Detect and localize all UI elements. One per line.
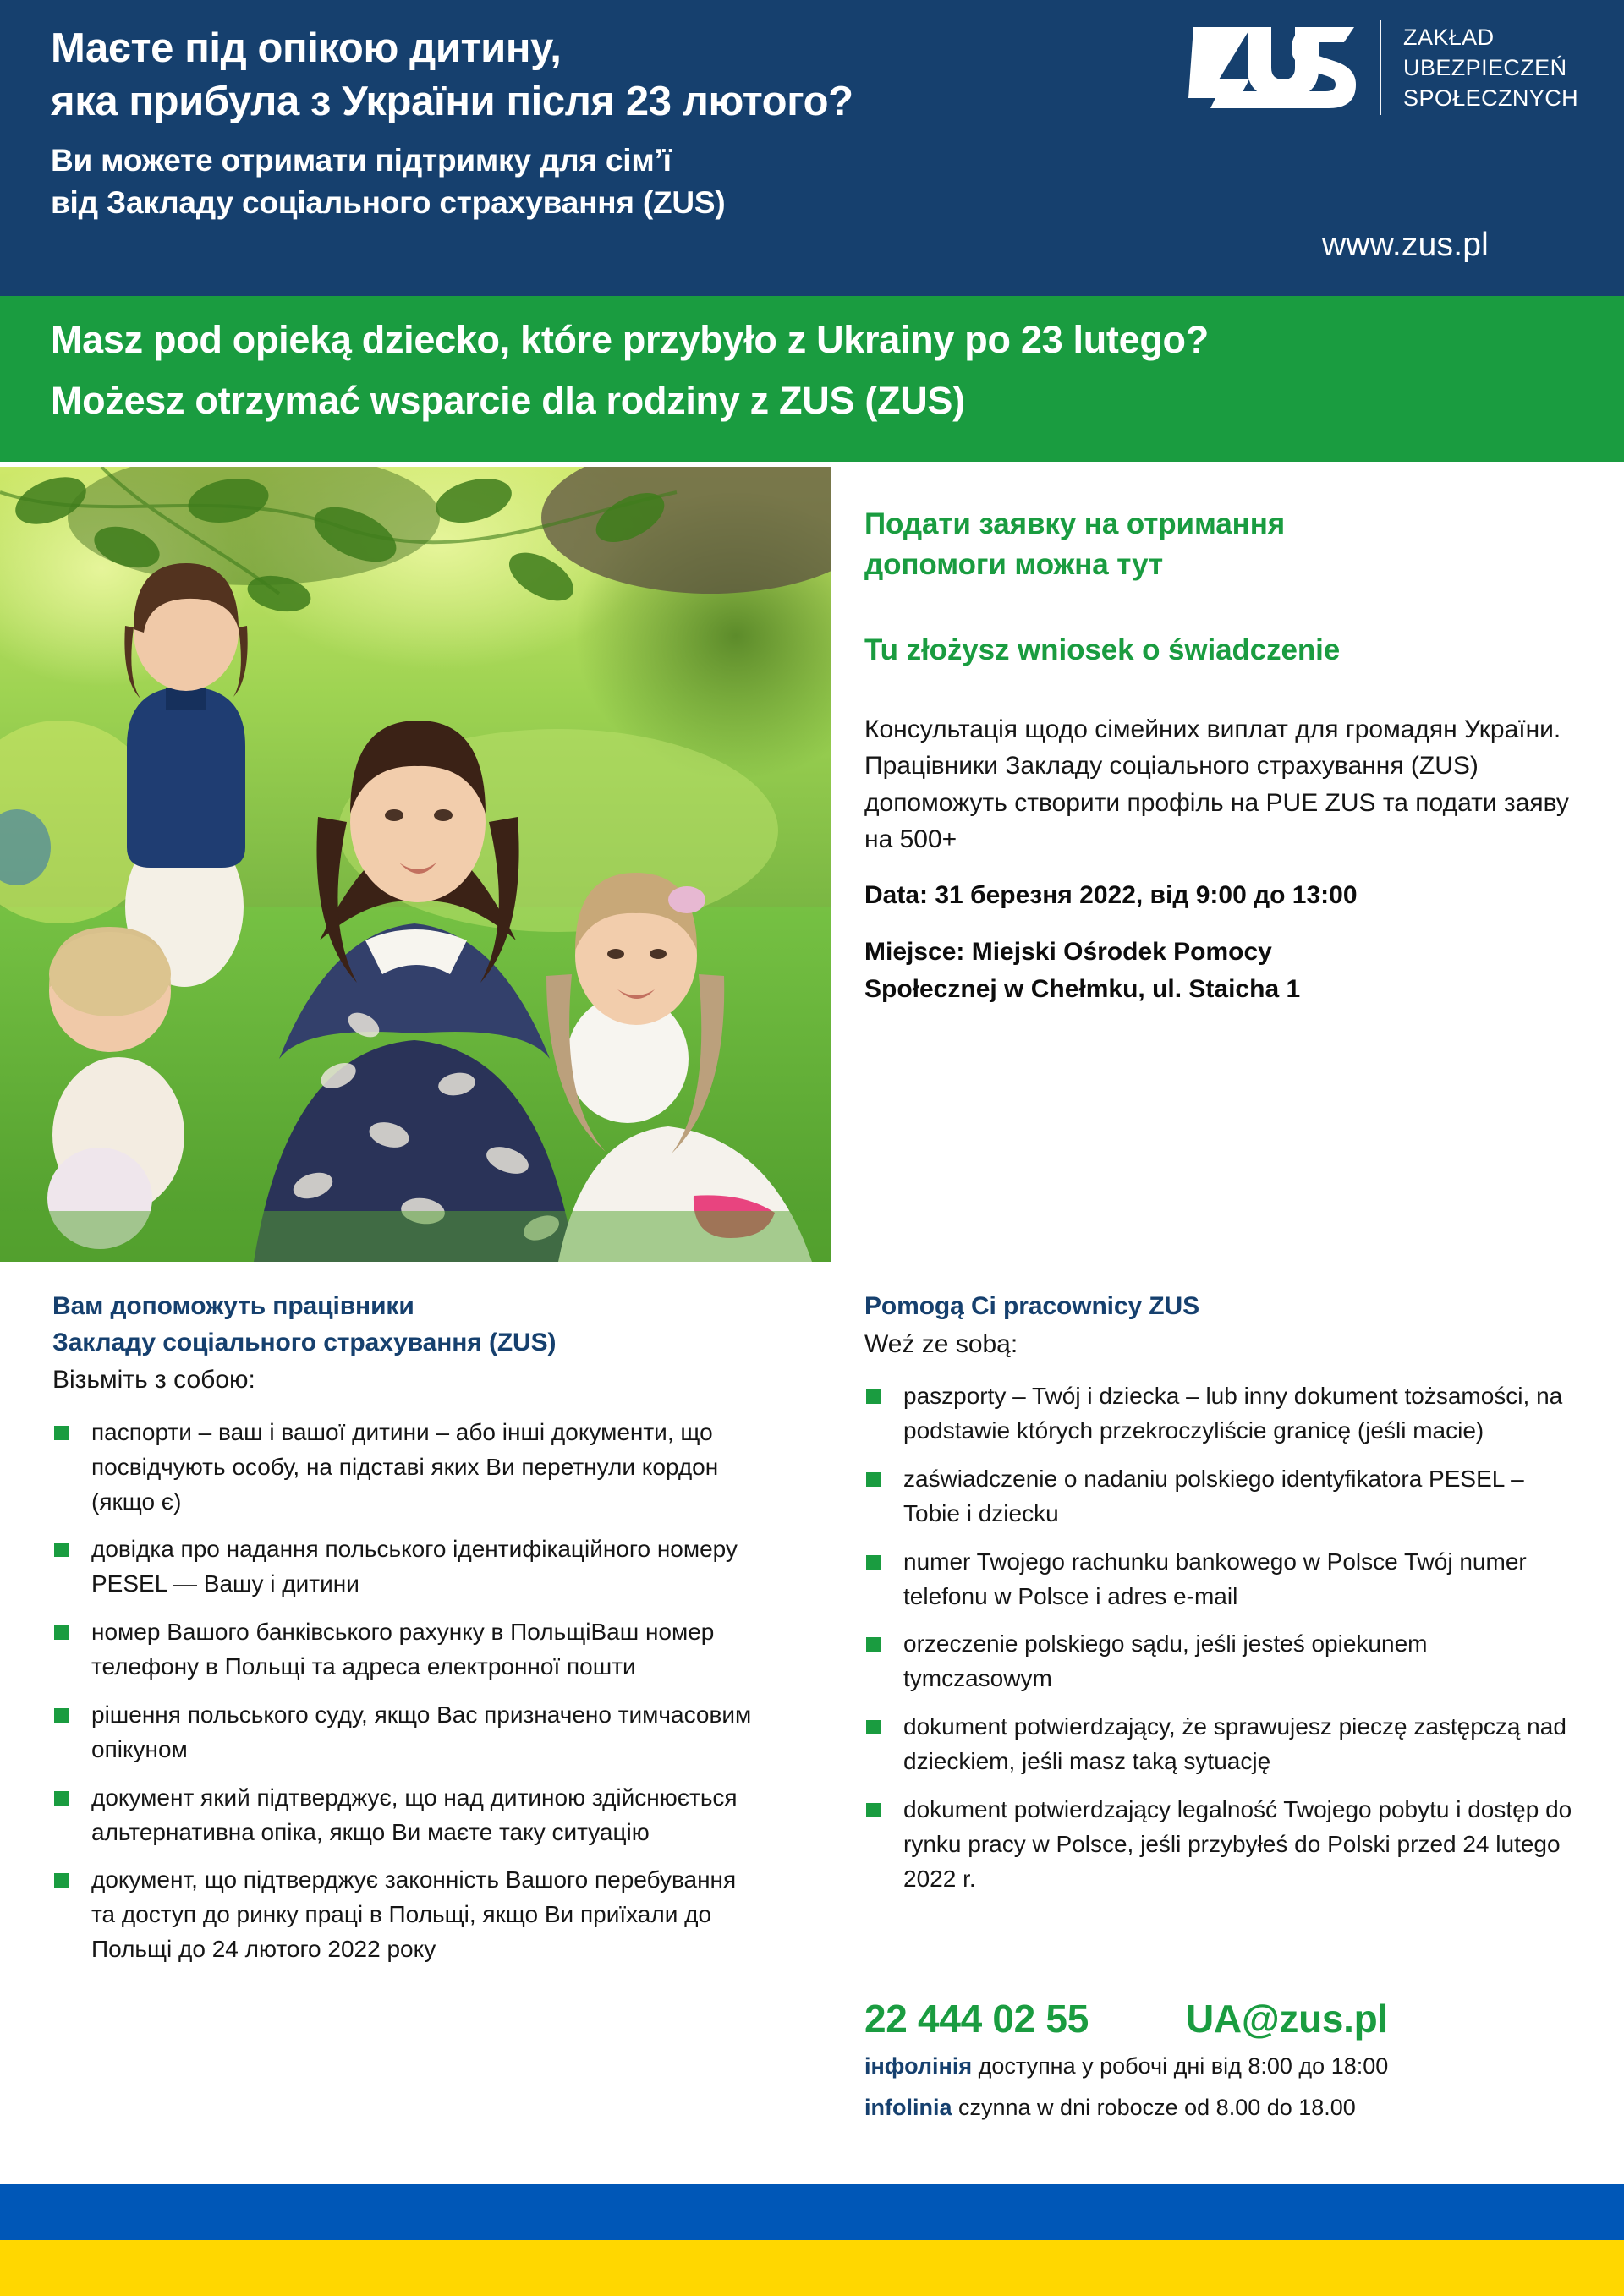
green-banner-line-2: Możesz otrzymać wsparcie dla rodziny z ZUS (ZUS) xyxy=(51,379,965,422)
ukraine-flag-yellow-stripe xyxy=(0,2240,1624,2296)
hotline-hours-pl-text: czynna w dni robocze od 8.00 do 18.00 xyxy=(952,2094,1356,2120)
zus-logo-icon xyxy=(1188,20,1358,115)
checklist-ua-list xyxy=(52,1416,763,1967)
hotline-hours-ua-text: доступна у робочі дні від 8:00 до 18:00 xyxy=(972,2053,1389,2079)
bullet-square-icon xyxy=(866,1555,881,1570)
list-item xyxy=(864,1379,1575,1449)
list-item-text: паспорти – ваш і вашої дитини – або інші документи, що посвідчують особу, на підставі яких Ви перетнули кордон (якщо є) xyxy=(91,1418,719,1515)
bullet-square-icon xyxy=(866,1472,881,1487)
checklist-ua-heading xyxy=(52,1289,763,1361)
bullet-square-icon xyxy=(54,1873,69,1888)
checklist-ua xyxy=(52,1289,763,1981)
header-title-block xyxy=(51,22,1142,223)
list-item xyxy=(864,1545,1575,1614)
logo-divider xyxy=(1380,20,1381,115)
hotline-hours-ua xyxy=(864,2050,1592,2083)
website-url[interactable]: www.zus.pl xyxy=(1321,227,1489,263)
checklist-ua-subheading: Візьміть з собою: xyxy=(52,1366,255,1395)
event-date: Data: 31 березня 2022, від 9:00 до 13:00 xyxy=(864,880,1358,909)
apply-heading-ua xyxy=(864,504,1588,586)
header-banner xyxy=(0,0,1624,296)
list-item xyxy=(52,1615,763,1685)
list-item xyxy=(52,1781,763,1850)
apply-heading-pl: Tu złożysz wniosek o świadczenie xyxy=(864,633,1341,666)
hotline-phone[interactable]: 22 444 02 55 xyxy=(864,1997,1089,2041)
bullet-square-icon xyxy=(866,1720,881,1734)
bullet-square-icon xyxy=(54,1426,69,1440)
bullet-square-icon xyxy=(54,1791,69,1806)
contact-email[interactable]: UA@zus.pl xyxy=(1186,1997,1388,2041)
list-item-text: dokument potwierdzający legalność Twojego pobytu i dostęp do rynku pracy w Polsce, jeśli przybyłeś do Polski przed 24 lutego 2022 r. xyxy=(903,1795,1572,1892)
page-title-line-1: Маєте під опікою дитину, xyxy=(51,25,562,71)
page-subtitle-line-1: Ви можете отримати підтримку для сім’ї xyxy=(51,143,672,178)
checklist-pl xyxy=(864,1289,1575,1910)
bullet-square-icon xyxy=(866,1389,881,1404)
list-item-text: zaświadczenie o nadaniu polskiego identyfikatora PESEL – Tobie i dziecku xyxy=(903,1465,1524,1526)
checklist-pl-heading: Pomogą Ci pracownicy ZUS xyxy=(864,1292,1200,1320)
list-item-text: документ, що підтверджує законність Вашого перебування та доступ до ринку праці в Польщі, якщо Ви приїхали до Польщі до 24 лютого 2022 року xyxy=(91,1866,737,1963)
list-item-text: рішення польського суду, якщо Вас призначено тимчасовим опікуном xyxy=(91,1701,752,1762)
list-item xyxy=(52,1698,763,1767)
event-place-line-1: Miejsce: Miejski Ośrodek Pomocy xyxy=(864,938,1272,967)
hotline-label-pl: infolinia xyxy=(864,2094,952,2120)
checklist-ua-heading-line-1: Вам допоможуть працівники xyxy=(52,1292,414,1320)
list-item-text: номер Вашого банківського рахунку в ПольщіВаш номер телефону в Польщі та адреса електронної пошти xyxy=(91,1619,715,1680)
list-item-text: документ який підтверджує, що над дитиною здійснюється альтернативна опіка, якщо Ви маєте таку ситуацію xyxy=(91,1784,738,1845)
list-item xyxy=(864,1793,1575,1897)
apply-body-text: Консультація щодо сімейних виплат для громадян України. Працівники Закладу соціального страхування (ZUS) допоможуть створити профіль на PUE ZUS та подати заяву на 500+ xyxy=(864,715,1569,854)
contact-block xyxy=(864,1996,1592,2124)
family-photo xyxy=(0,467,831,1262)
apply-heading-ua-line-1: Подати заявку на отримання xyxy=(864,507,1286,540)
page-subtitle-line-2: від Закладу соціального страхування (ZUS) xyxy=(51,184,726,220)
list-item xyxy=(52,1532,763,1602)
list-item-text: dokument potwierdzający, że sprawujesz pieczę zastępczą nad dzieckiem, jeśli masz taką sytuację xyxy=(903,1713,1566,1775)
bullet-square-icon xyxy=(54,1625,69,1640)
logo-word-3: SPOŁECZNYCH xyxy=(1403,85,1578,111)
logo-word-1: ZAKŁAD xyxy=(1403,25,1495,50)
list-item-text: paszporty – Twój i dziecka – lub inny dokument tożsamości, na podstawie których przekroczyliście granicę (jeśli macie) xyxy=(903,1383,1563,1444)
bullet-square-icon xyxy=(54,1708,69,1723)
list-item-text: довідка про надання польського ідентифікаційного номеру PESEL — Вашу і дитини xyxy=(91,1536,738,1597)
photo-child-boy xyxy=(124,563,247,987)
list-item xyxy=(864,1462,1575,1532)
apply-heading-ua-line-2: допомоги можна тут xyxy=(864,548,1164,582)
logo-wordmark xyxy=(1403,20,1578,114)
zus-logo xyxy=(1188,20,1578,115)
list-item xyxy=(864,1710,1575,1779)
logo-word-2: UBEZPIECZEŃ xyxy=(1403,54,1567,80)
family-photo-illustration xyxy=(0,467,831,1262)
hotline-label-ua: інфолінія xyxy=(864,2053,973,2079)
ukraine-flag-blue-stripe xyxy=(0,2184,1624,2240)
list-item xyxy=(52,1863,763,1967)
checklist-pl-list xyxy=(864,1379,1575,1896)
bullet-square-icon xyxy=(866,1637,881,1652)
green-banner xyxy=(0,296,1624,462)
list-item xyxy=(52,1416,763,1520)
hotline-hours-pl xyxy=(864,2091,1592,2124)
contact-row xyxy=(864,1996,1592,2041)
bullet-square-icon xyxy=(54,1543,69,1557)
page-title-line-2: яка прибула з України після 23 лютого? xyxy=(51,78,853,124)
list-item-text: numer Twojego rachunku bankowego w Polsce Twój numer telefonu w Polsce i adres e-mail xyxy=(903,1548,1527,1609)
checklist-pl-subheading: Weź ze sobą: xyxy=(864,1329,1018,1358)
apply-info-panel xyxy=(864,504,1588,1007)
checklist-ua-heading-line-2: Закладу соціального страхування (ZUS) xyxy=(52,1328,557,1356)
bullet-square-icon xyxy=(866,1803,881,1817)
event-place-line-2: Społecznej w Chełmku, ul. Staicha 1 xyxy=(864,974,1301,1003)
green-banner-line-1: Masz pod opieką dziecko, które przybyło z Ukrainy po 23 lutego? xyxy=(51,318,1209,361)
list-item xyxy=(864,1627,1575,1696)
list-item-text: orzeczenie polskiego sądu, jeśli jesteś opiekunem tymczasowym xyxy=(903,1630,1428,1692)
